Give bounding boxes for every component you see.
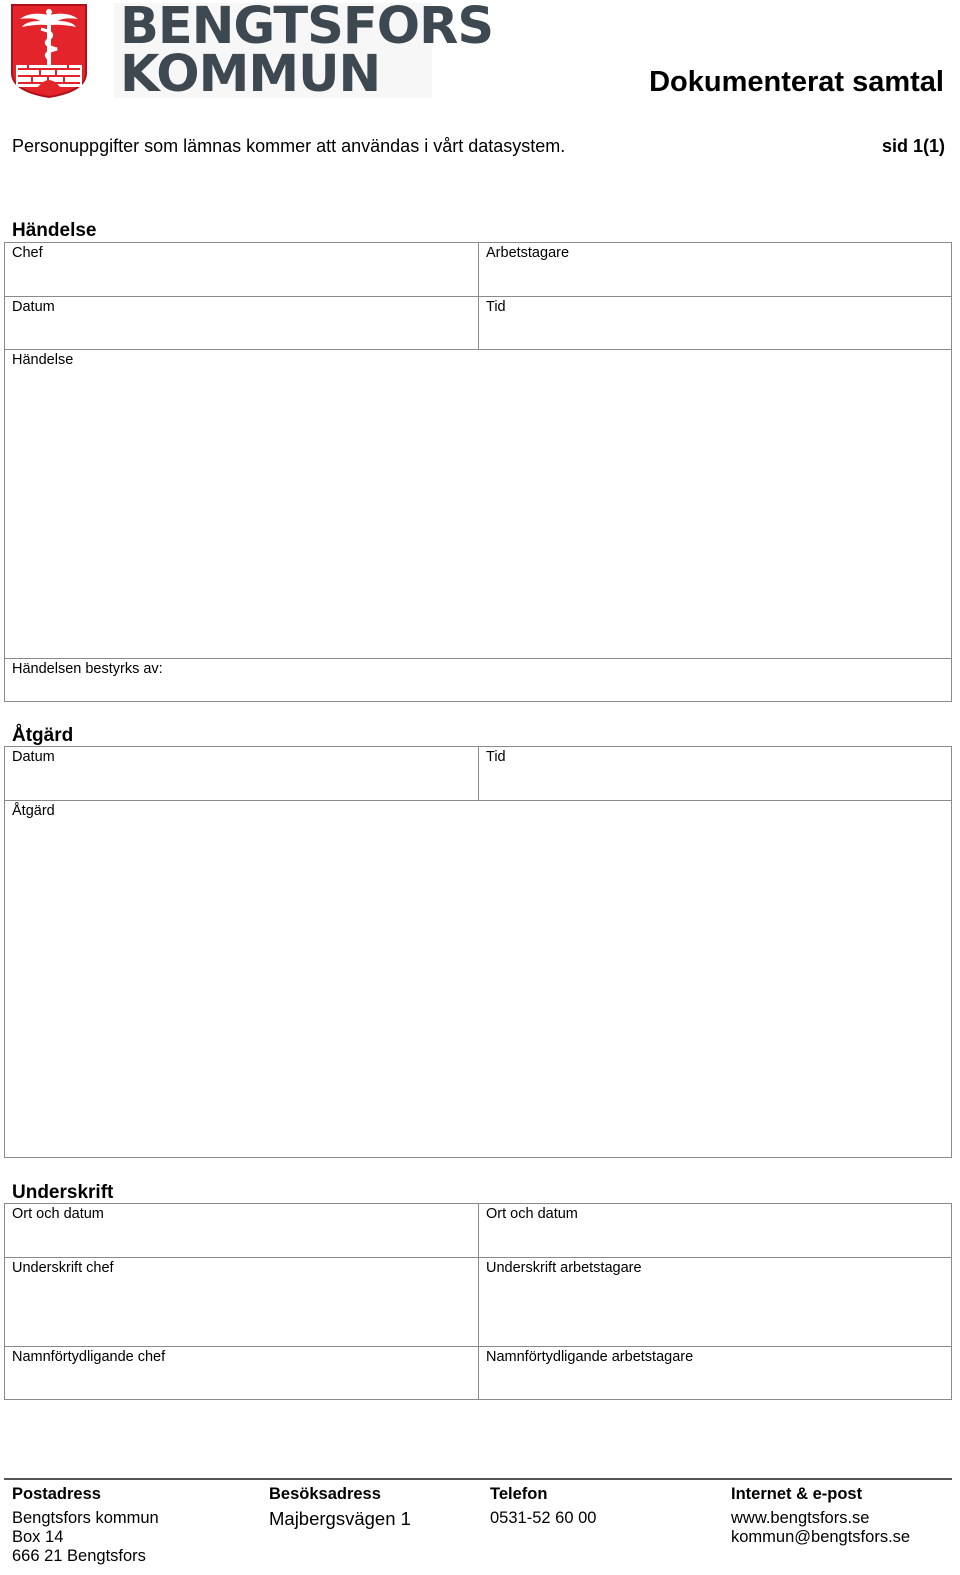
action-time-field[interactable] bbox=[479, 747, 951, 800]
chef-name-clarification-field[interactable] bbox=[5, 1347, 478, 1399]
event-date-label: Datum bbox=[12, 299, 55, 315]
footer-web-email bbox=[731, 1485, 910, 1547]
chef-label: Chef bbox=[12, 245, 43, 261]
chef-field[interactable] bbox=[5, 243, 478, 296]
chef-name-clarification-label: Namnförtydligande chef bbox=[12, 1349, 166, 1365]
employee-signature-field[interactable] bbox=[479, 1258, 951, 1346]
event-section-title: Händelse bbox=[12, 220, 97, 241]
privacy-notice: Personuppgifter som lämnas kommer att användas i vårt datasystem. bbox=[12, 136, 566, 156]
event-confirmed-by-label: Händelsen bestyrks av: bbox=[12, 661, 163, 677]
coat-of-arms-icon bbox=[10, 3, 88, 98]
logo-text-line1: BENGTSFORS bbox=[120, 0, 494, 56]
logo-text-line2: KOMMUN bbox=[120, 45, 381, 104]
chef-signature-label: Underskrift chef bbox=[12, 1260, 114, 1276]
employee-field[interactable] bbox=[479, 243, 951, 296]
action-time-label: Tid bbox=[486, 749, 506, 765]
signature-section-title: Underskrift bbox=[12, 1182, 114, 1203]
employee-signature-label: Underskrift arbetstagare bbox=[486, 1260, 642, 1276]
action-description-label: Åtgärd bbox=[12, 803, 55, 819]
event-form-box bbox=[4, 242, 952, 702]
municipality-logo bbox=[10, 0, 494, 104]
footer-visiting-address bbox=[269, 1485, 411, 1528]
footer-postal-heading: Postadress bbox=[12, 1485, 101, 1503]
event-confirmed-by-field[interactable] bbox=[5, 659, 951, 701]
footer-phone-heading: Telefon bbox=[490, 1485, 548, 1503]
action-date-label: Datum bbox=[12, 749, 55, 765]
footer-email-link[interactable]: kommun@bengtsfors.se bbox=[731, 1528, 911, 1546]
employee-label: Arbetstagare bbox=[486, 245, 570, 261]
footer-visit-heading: Besöksadress bbox=[269, 1485, 381, 1503]
employee-name-clarification-label: Namnförtydligande arbetstagare bbox=[486, 1349, 694, 1365]
signature-form-box bbox=[4, 1203, 952, 1400]
footer-visit-line: Majbergsvägen 1 bbox=[269, 1508, 411, 1529]
chef-place-date-label: Ort och datum bbox=[12, 1206, 104, 1222]
action-form-box bbox=[4, 746, 952, 1158]
employee-name-clarification-field[interactable] bbox=[479, 1347, 951, 1399]
event-time-field[interactable] bbox=[479, 297, 951, 349]
footer-postal-line: Bengtsfors kommun bbox=[12, 1509, 159, 1527]
action-date-field[interactable] bbox=[5, 747, 478, 800]
employee-place-date-field[interactable] bbox=[479, 1204, 951, 1257]
employee-place-date-label: Ort och datum bbox=[486, 1206, 578, 1222]
footer-divider bbox=[4, 1478, 952, 1480]
footer-postal-line: Box 14 bbox=[12, 1528, 64, 1546]
event-date-field[interactable] bbox=[5, 297, 478, 349]
event-time-label: Tid bbox=[486, 299, 506, 315]
footer-website-link[interactable]: www.bengtsfors.se bbox=[731, 1509, 870, 1527]
document-title: Dokumenterat samtal bbox=[649, 66, 944, 98]
event-description-label: Händelse bbox=[12, 352, 74, 368]
page-number: sid 1(1) bbox=[881, 136, 945, 156]
footer-postal-address bbox=[12, 1485, 159, 1566]
footer-phone bbox=[490, 1485, 596, 1528]
footer-phone-number: 0531-52 60 00 bbox=[490, 1509, 597, 1527]
chef-place-date-field[interactable] bbox=[5, 1204, 478, 1257]
footer-web-heading: Internet & e-post bbox=[731, 1485, 863, 1503]
chef-signature-field[interactable] bbox=[5, 1258, 478, 1346]
event-description-field[interactable] bbox=[5, 350, 951, 658]
action-section-title: Åtgärd bbox=[12, 725, 74, 746]
action-description-field[interactable] bbox=[5, 801, 951, 1157]
footer-postal-line: 666 21 Bengtsfors bbox=[12, 1547, 146, 1565]
